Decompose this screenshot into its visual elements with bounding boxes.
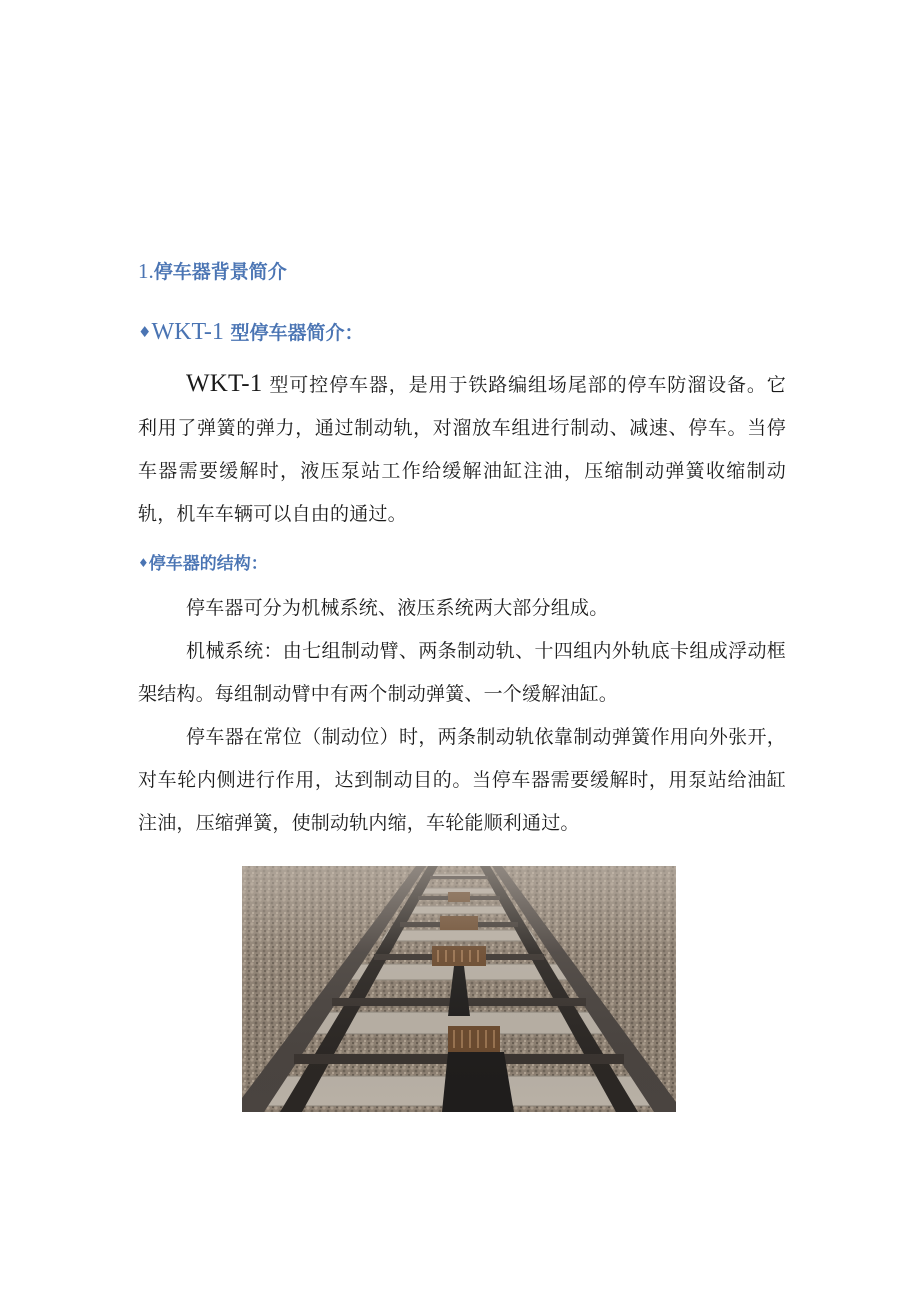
structure-paragraph-2: 机械系统：由七组制动臂、两条制动轨、十四组内外轨底卡组成浮动框架结构。每组制动臂中有两个制动弹簧、一个缓解油缸。 bbox=[138, 640, 786, 705]
structure-paragraph-1: 停车器可分为机械系统、液压系统两大部分组成。 bbox=[186, 597, 609, 619]
structure-heading-title: 停车器的结构： bbox=[148, 554, 268, 574]
intro-paragraph bbox=[138, 362, 786, 536]
intro-heading-model: WKT-1 bbox=[151, 319, 224, 345]
document-content bbox=[138, 252, 786, 845]
intro-heading bbox=[138, 313, 786, 352]
structure-paragraph-3: 停车器在常位（制动位）时，两条制动轨依靠制动弹簧作用向外张开，对车轮内侧进行作用，达到制动目的。当停车器需要缓解时，用泵站给油缸注油，压缩弹簧，使制动轨内缩，车轮能顺利通过。 bbox=[138, 726, 786, 834]
intro-heading-title: 型停车器简介： bbox=[230, 322, 364, 344]
section-title: 停车器背景简介 bbox=[153, 261, 287, 283]
section-number: 1. bbox=[138, 259, 154, 283]
diamond-bullet-icon: ♦ bbox=[138, 556, 149, 570]
intro-paragraph-model: WKT-1 bbox=[186, 370, 263, 397]
intro-paragraph-text: 型可控停车器，是用于铁路编组场尾部的停车防溜设备。它利用了弹簧的弹力，通过制动轨，对溜放车组进行制动、减速、停车。当停车器需要缓解时，液压泵站工作给缓解油缸注油，压缩制动弹簧收缩制动轨，机车车辆可以自由的通过。 bbox=[138, 374, 786, 525]
track-retarder-photo bbox=[242, 866, 676, 1112]
structure-heading bbox=[138, 544, 786, 583]
section-heading bbox=[138, 252, 786, 291]
diamond-bullet-icon: ♦ bbox=[138, 323, 152, 341]
track-retarder-illustration bbox=[242, 866, 676, 1112]
